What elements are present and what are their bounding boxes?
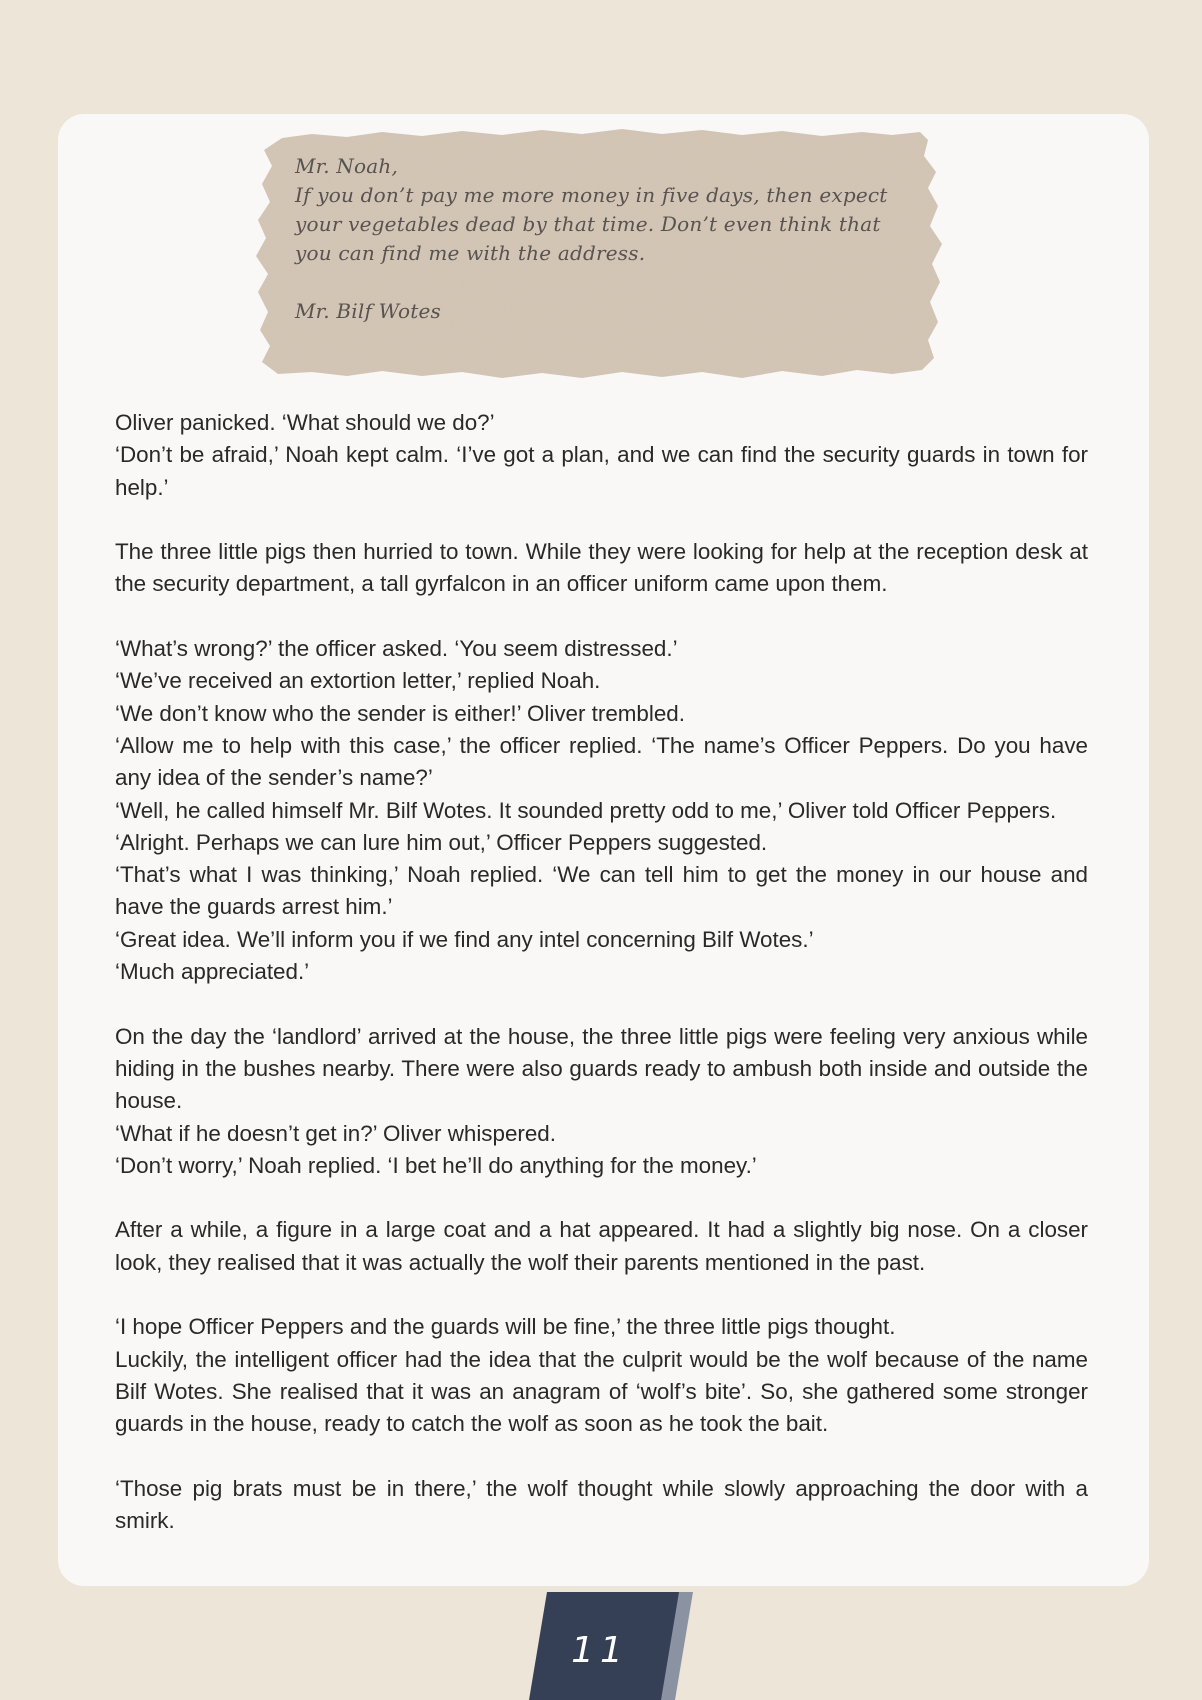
story-paragraph: ‘That’s what I was thinking,’ Noah replied. ‘We can tell him to get the money in our house and have the guards arrest him.’	[115, 862, 1088, 920]
story-paragraph: ‘We’ve received an extortion letter,’ replied Noah.	[115, 668, 601, 694]
story-paragraph: ‘Don’t worry,’ Noah replied. ‘I bet he’ll do anything for the money.’	[115, 1152, 757, 1178]
story-blank-line	[115, 601, 1088, 633]
story-paragraph: After a while, a figure in a large coat and a hat appeared. It had a slightly big nose. On a closer look, they realised that it was actually the wolf their parents mentioned in the past.	[115, 1217, 1088, 1275]
letter-line: If you don’t pay me more money in five days, then expect	[295, 183, 888, 207]
story-paragraph: ‘Those pig brats must be in there,’ the wolf thought while slowly approaching the door with a smirk.	[115, 1475, 1088, 1534]
letter-note	[252, 126, 952, 383]
letter-line: you can find me with the address.	[295, 241, 646, 265]
letter-text	[295, 152, 925, 326]
story-paragraph: ‘I hope Officer Peppers and the guards will be fine,’ the three little pigs thought.	[115, 1314, 896, 1340]
story-paragraph: ‘Alright. Perhaps we can lure him out,’ Officer Peppers suggested.	[115, 829, 768, 855]
story-blank-line	[115, 504, 1088, 536]
story-blank-line	[115, 1182, 1088, 1214]
story-paragraph: Luckily, the intelligent officer had the idea that the culprit would be the wolf because of the name Bilf Wotes. She realised that it was an anagram of ‘wolf’s bite’. So, she gathered some stronger guards in the house, ready to catch the wolf as soon as he took the bait.	[115, 1346, 1088, 1437]
story-text	[115, 407, 1088, 1537]
story-paragraph: Oliver panicked. ‘What should we do?’	[115, 410, 495, 435]
page-number: 11	[571, 1630, 629, 1671]
story-paragraph: The three little pigs then hurried to town. While they were looking for help at the reception desk at the security department, a tall gyrfalcon in an officer uniform came upon them.	[115, 539, 1088, 597]
letter-signature: Mr. Bilf Wotes	[295, 299, 441, 323]
story-paragraph: ‘Well, he called himself Mr. Bilf Wotes. It sounded pretty odd to me,’ Oliver told Officer Peppers.	[115, 797, 1057, 823]
story-blank-line	[115, 1441, 1088, 1473]
story-blank-line	[115, 1279, 1088, 1311]
letter-line: your vegetables dead by that time. Don’t even think that	[295, 212, 881, 236]
story-paragraph: ‘What if he doesn’t get in?’ Oliver whispered.	[115, 1120, 556, 1146]
story-paragraph: ‘Allow me to help with this case,’ the officer replied. ‘The name’s Officer Peppers. Do you have any idea of the sender’s name?’	[115, 732, 1088, 791]
story-paragraph: On the day the ‘landlord’ arrived at the house, the three little pigs were feeling very anxious while hiding in the bushes nearby. There were also guards ready to ambush both inside and outside the house.	[115, 1023, 1088, 1114]
story-paragraph: ‘We don’t know who the sender is either!’ Oliver trembled.	[115, 700, 685, 726]
story-paragraph: ‘Much appreciated.’	[115, 959, 310, 985]
story-blank-line	[115, 988, 1088, 1020]
story-paragraph: ‘Great idea. We’ll inform you if we find any intel concerning Bilf Wotes.’	[115, 926, 814, 952]
letter-salutation: Mr. Noah,	[295, 154, 399, 178]
letter-gap	[295, 268, 925, 297]
story-paragraph: ‘Don’t be afraid,’ Noah kept calm. ‘I’ve got a plan, and we can find the security guards in town for help.’	[115, 442, 1088, 500]
story-paragraph: ‘What’s wrong?’ the officer asked. ‘You seem distressed.’	[115, 636, 678, 662]
